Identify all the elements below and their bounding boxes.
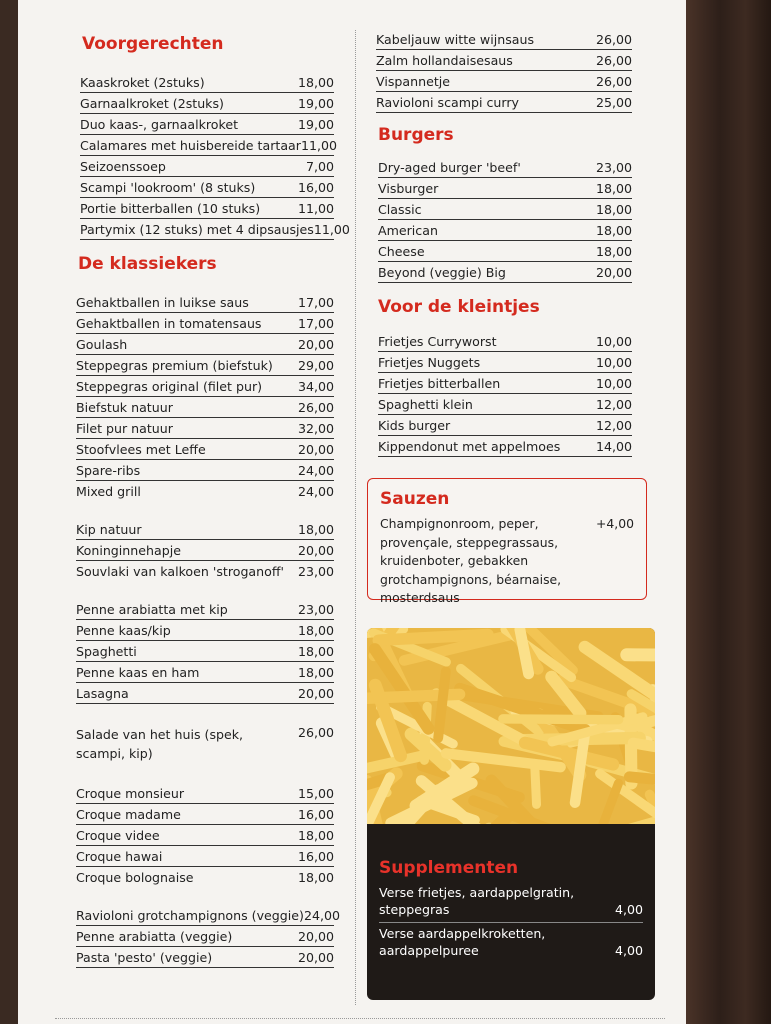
menu-item-name: Portie bitterballen (10 stuks) [80,201,261,216]
menu-item [76,292,334,313]
menu-item [76,519,334,540]
menu-item-name: Kids burger [378,418,451,433]
menu-item [378,199,632,220]
menu-item [76,926,334,947]
menu-item [378,352,632,373]
menu-item [378,331,632,352]
fry-stick [378,635,488,641]
fry-stick [503,719,619,720]
group-spacer [76,887,334,905]
sauzen-price: +4,00 [596,516,634,531]
menu-item [376,50,632,71]
menu-item-price: 16,00 [297,849,334,864]
fry-stick [627,655,655,656]
column-divider [355,30,356,1005]
menu-item-price: 18,00 [595,223,632,238]
menu-item [76,783,334,804]
menu-item-price: 19,00 [297,117,334,132]
group-spacer [76,501,334,519]
menu-item-price: 18,00 [595,244,632,259]
fish-list [376,29,632,113]
menu-item-price: 26,00 [297,400,334,415]
menu-item-name: Steppegras original (filet pur) [76,379,263,394]
menu-item-price: 20,00 [297,950,334,965]
fries-photo [367,628,655,824]
menu-item-price: 19,00 [297,96,334,111]
menu-item-price: 26,00 [595,32,632,47]
sauzen-text: Champignonroom, peper, provençale, steppegrassaus, kruidenboter, gebakken grotchampignons, béarnaise, mosterdsaus [380,516,562,605]
menu-item [76,620,334,641]
menu-item-name: Duo kaas-, garnaalkroket [80,117,239,132]
menu-item-name: Cheese [378,244,425,259]
menu-item-name: Penne arabiatta met kip [76,602,228,617]
menu-item-name: Croque hawai [76,849,163,864]
menu-item [378,220,632,241]
menu-item [76,846,334,867]
menu-item [80,219,350,240]
menu-item-price: 20,00 [297,337,334,352]
menu-item [76,825,334,846]
menu-item-name: Spare-ribs [76,463,141,478]
menu-item [76,947,334,968]
section-title-burgers: Burgers [378,125,454,145]
menu-item-price: 11,00 [297,201,334,216]
menu-item [378,436,632,457]
menu-item-price: 15,00 [297,786,334,801]
menu-item-price: 24,00 [297,463,334,478]
menu-item-price: 20,00 [297,686,334,701]
menu-item-name: Calamares met huisbereide tartaar [80,138,301,153]
menu-item-price: 20,00 [297,442,334,457]
menu-item-name: Souvlaki van kalkoen 'stroganoff' [76,564,284,579]
menu-item-price: 23,00 [297,564,334,579]
menu-item [378,241,632,262]
menu-item-price: 24,00 [297,484,334,499]
group-spacer [76,581,334,599]
section-title-kleintjes: Voor de kleintjes [378,297,540,317]
menu-item [376,92,632,113]
sauzen-body [380,515,634,608]
menu-item [378,373,632,394]
menu-item-price: 18,00 [297,870,334,885]
left-column [72,30,350,968]
menu-item-price: 20,00 [297,543,334,558]
section-title-voorgerechten: Voorgerechten [82,34,224,54]
menu-item-price: 23,00 [595,160,632,175]
section-title-klassiekers: De klassiekers [78,254,217,274]
menu-item-name: Partymix (12 stuks) met 4 dipsausjes [80,222,314,237]
menu-item-price: 10,00 [595,355,632,370]
menu-item-price: 16,00 [297,807,334,822]
menu-item [80,93,334,114]
menu-item-name: Ravioloni scampi curry [376,95,519,110]
menu-item-name: Filet pur natuur [76,421,173,436]
menu-item-name: Zalm hollandaisesaus [376,53,513,68]
menu-item-name: Kabeljauw witte wijnsaus [376,32,535,47]
menu-item-name: Croque videe [76,828,160,843]
menu-item [76,397,334,418]
menu-item-name: Visburger [378,181,439,196]
menu-item-price: 18,00 [595,181,632,196]
menu-item-name: Spaghetti [76,644,137,659]
burgers-list [378,157,632,283]
menu-item [76,460,334,481]
section-title-sauzen: Sauzen [380,489,450,509]
menu-item [76,683,334,704]
menu-item-name: Stoofvlees met Leffe [76,442,206,457]
menu-item-name: Penne kaas en ham [76,665,200,680]
menu-item-price: 20,00 [595,265,632,280]
menu-item-price: 11,00 [313,222,350,237]
supplementen-panel [367,628,655,1000]
menu-item-price: 18,00 [297,623,334,638]
menu-item-name: Croque monsieur [76,786,185,801]
menu-item-price: 18,00 [297,75,334,90]
menu-item-name: Dry-aged burger 'beef' [378,160,521,175]
menu-item [376,29,632,50]
supplementen-block [379,858,643,963]
menu-item-name: Koninginnehapje [76,543,181,558]
menu-item-price: 12,00 [595,418,632,433]
menu-item-name: Croque bolognaise [76,870,194,885]
supplement-item [379,923,643,963]
menu-item-price: 10,00 [595,334,632,349]
menu-item [76,439,334,460]
menu-item-price: 26,00 [595,74,632,89]
menu-item-name: Seizoenssoep [80,159,166,174]
voorgerechten-list [80,72,350,240]
group-spacer [76,704,334,722]
menu-item-name: Kaaskroket (2stuks) [80,75,205,90]
menu-item [76,418,334,439]
menu-item [378,262,632,283]
menu-item-price: 16,00 [297,180,334,195]
supplement-price: 4,00 [614,902,643,917]
menu-item-name: Salade van het huis (spek, scampi, kip) [76,727,244,761]
menu-item-price: 18,00 [595,202,632,217]
menu-item-price: 12,00 [595,397,632,412]
menu-item-price: 18,00 [297,522,334,537]
menu-item [80,114,334,135]
menu-item [76,599,334,620]
menu-item [80,177,334,198]
menu-item [376,71,632,92]
menu-item-name: Gehaktballen in tomatensaus [76,316,262,331]
menu-item-name: Goulash [76,337,128,352]
menu-item [80,198,334,219]
supplement-name: Verse frietjes, aardappelgratin, steppegras [379,885,575,917]
kids-list [378,331,632,457]
supplement-name: Verse aardappelkroketten, aardappelpuree [379,926,546,958]
menu-item-price: 18,00 [297,828,334,843]
menu-item [76,376,334,397]
menu-item-name: American [378,223,438,238]
menu-item-name: Spaghetti klein [378,397,473,412]
menu-item-price: 29,00 [297,358,334,373]
klassiekers-list [76,292,341,968]
menu-item [76,334,334,355]
menu-item [378,415,632,436]
menu-item-price: 14,00 [595,439,632,454]
fries-illustration [367,628,655,824]
menu-item [80,156,334,177]
menu-item-price: 17,00 [297,316,334,331]
menu-item-name: Kippendonut met appelmoes [378,439,561,454]
menu-item-name: Biefstuk natuur [76,400,173,415]
menu-item [378,178,632,199]
menu-item [80,135,337,156]
menu-item-name: Frietjes Nuggets [378,355,481,370]
menu-item [76,641,334,662]
right-column [376,30,632,457]
supplementen-list [379,882,643,963]
menu-item-price: 18,00 [297,665,334,680]
menu-item-price: 24,00 [303,908,341,923]
menu-item-price: 7,00 [305,159,334,174]
menu-item-price: 10,00 [595,376,632,391]
menu-item [76,804,334,825]
menu-item [76,561,334,581]
menu-item-name: Croque madame [76,807,181,822]
menu-item-name: Gehaktballen in luikse saus [76,295,249,310]
menu-item-name: Mixed grill [76,484,141,499]
menu-item-price: 20,00 [297,929,334,944]
menu-item [76,540,334,561]
menu-item [76,722,334,765]
menu-item-name: Frietjes Curryworst [378,334,497,349]
menu-item-price: 26,00 [297,725,334,740]
menu-item-name: Lasagna [76,686,129,701]
sauzen-box [367,478,647,605]
section-title-supplementen: Supplementen [379,858,519,878]
wooden-table-background [686,0,771,1024]
menu-item-name: Pasta 'pesto' (veggie) [76,950,213,965]
menu-item-price: 25,00 [595,95,632,110]
menu-item [76,867,334,887]
menu-item-name: Classic [378,202,422,217]
group-spacer [76,765,334,783]
menu-item-price: 34,00 [297,379,334,394]
supplement-price: 4,00 [614,943,643,958]
menu-item [378,394,632,415]
menu-item-name: Penne arabiatta (veggie) [76,929,233,944]
menu-item-name: Scampi 'lookroom' (8 stuks) [80,180,256,195]
menu-item-name: Garnaalkroket (2stuks) [80,96,224,111]
menu-item-price: 26,00 [595,53,632,68]
menu-item [80,72,334,93]
menu-item [76,905,341,926]
bottom-divider [55,1018,665,1019]
menu-item-price: 17,00 [297,295,334,310]
menu-item-name: Steppegras premium (biefstuk) [76,358,273,373]
menu-item-price: 18,00 [297,644,334,659]
menu-item [378,157,632,178]
menu-item-name: Kip natuur [76,522,142,537]
menu-item-name: Frietjes bitterballen [378,376,501,391]
menu-item-name: Vispannetje [376,74,451,89]
menu-item-price: 11,00 [300,138,337,153]
menu-item-price: 32,00 [297,421,334,436]
menu-item [76,313,334,334]
menu-item-price: 23,00 [297,602,334,617]
fry-stick [535,763,537,804]
menu-item-name: Penne kaas/kip [76,623,171,638]
supplement-item [379,882,643,923]
menu-item [76,355,334,376]
menu-item-name: Beyond (veggie) Big [378,265,506,280]
menu-item [76,662,334,683]
menu-item-name: Ravioloni grotchampignons (veggie) [76,908,304,923]
menu-item [76,481,334,501]
